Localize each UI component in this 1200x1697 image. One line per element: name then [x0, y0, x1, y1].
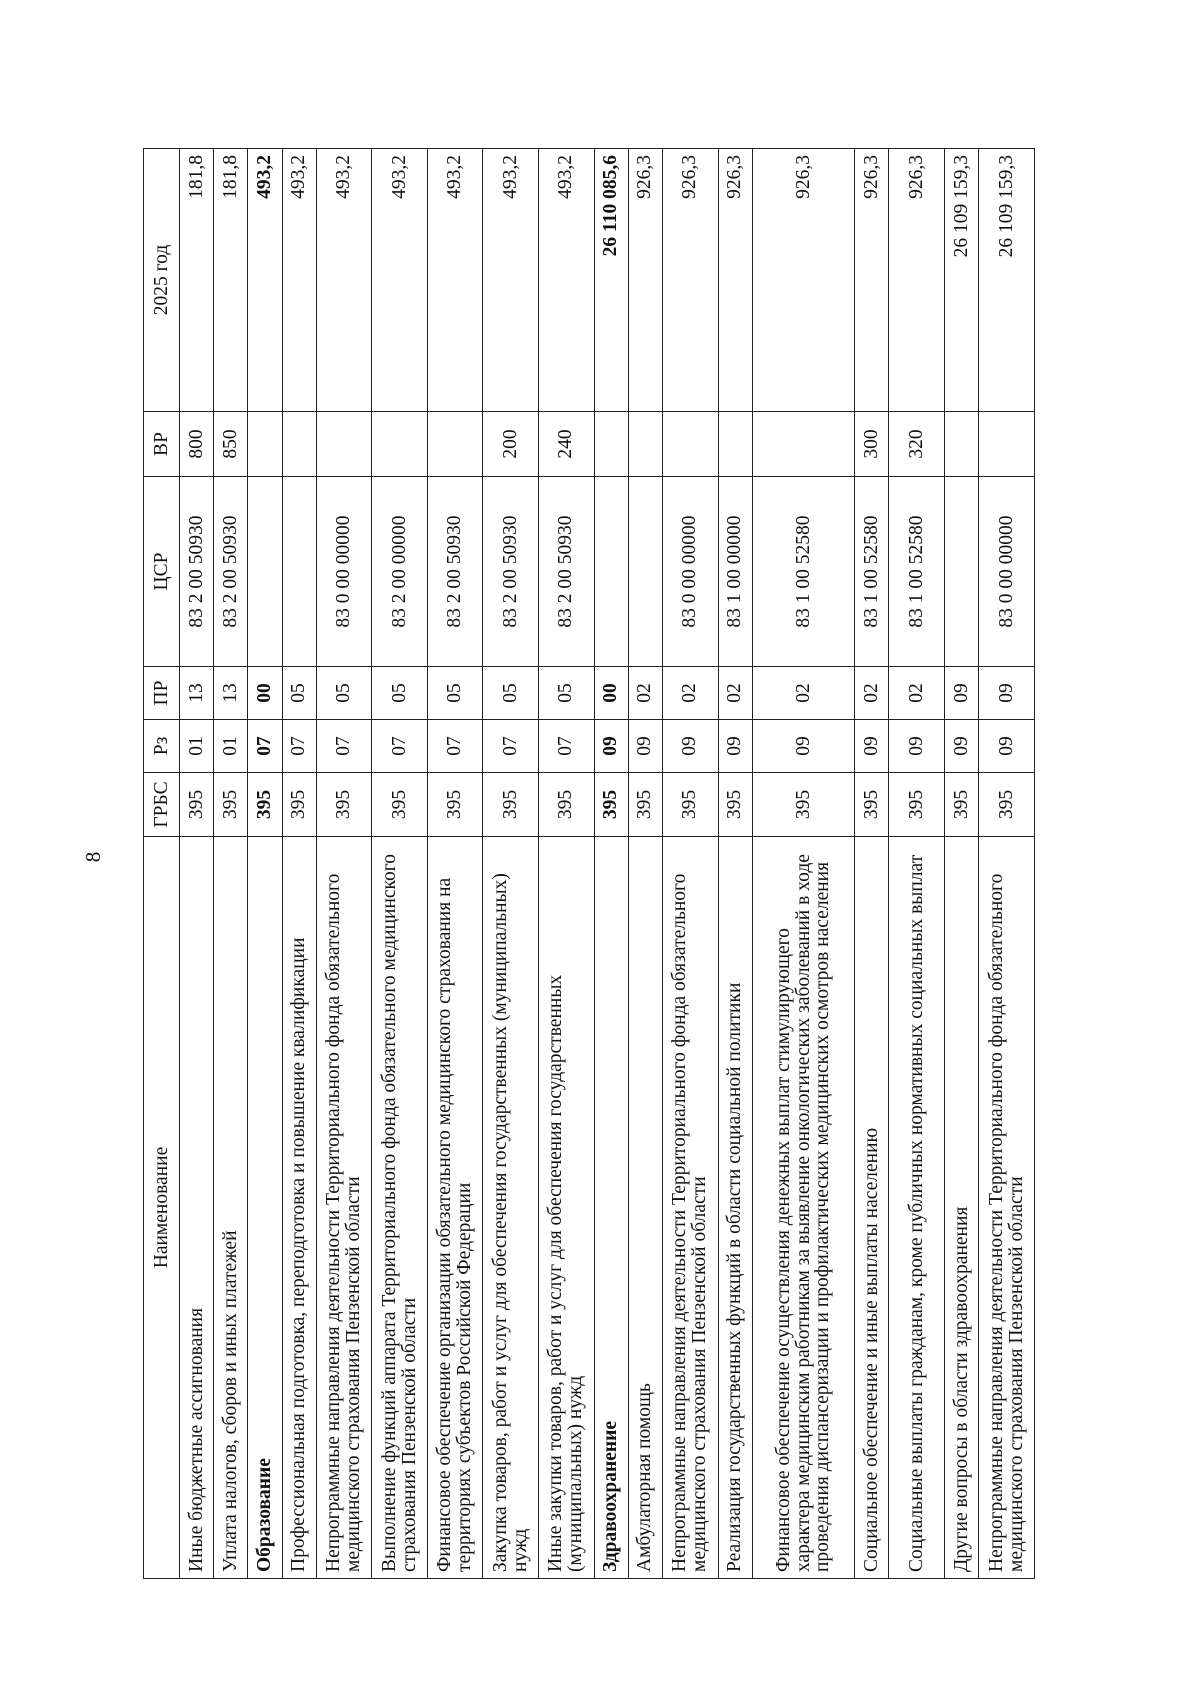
table-row: [483, 149, 539, 1579]
header-pr: ПР: [144, 667, 180, 720]
row-vr: 850: [214, 412, 248, 477]
table-row: [539, 149, 595, 1579]
row-csr: 83 2 00 50930: [427, 477, 483, 667]
header-name: Наименование: [144, 837, 180, 1579]
row-csr: 83 1 00 52580: [855, 477, 889, 667]
row-amount: 493,2: [248, 149, 282, 412]
row-name: Социальное обеспечение и иные выплаты населению: [855, 837, 889, 1579]
table-row: [945, 149, 979, 1579]
row-name: Закупка товаров, работ и услуг для обеспечения государственных (муниципальных) нужд: [483, 837, 539, 1579]
row-amount: 26 109 159,3: [945, 149, 979, 412]
row-amount: 181,8: [180, 149, 214, 412]
row-grbs: 395: [316, 773, 372, 837]
row-pr: 05: [372, 667, 428, 720]
row-pr: 05: [539, 667, 595, 720]
row-rz: 09: [718, 720, 752, 773]
row-vr: 240: [539, 412, 595, 477]
row-rz: 01: [180, 720, 214, 773]
row-vr: [282, 412, 316, 477]
table-row: [282, 149, 316, 1579]
row-rz: 09: [662, 720, 718, 773]
row-amount: 26 109 159,3: [979, 149, 1035, 412]
row-csr: 83 0 00 00000: [662, 477, 718, 667]
row-grbs: 395: [945, 773, 979, 837]
table-row: [889, 149, 945, 1579]
row-vr: [427, 412, 483, 477]
row-name: Здравоохранение: [594, 837, 628, 1579]
row-name: Образование: [248, 837, 282, 1579]
row-vr: [248, 412, 282, 477]
row-rz: 09: [979, 720, 1035, 773]
row-name: Выполнение функций аппарата Территориального фонда обязательного медицинского страхования Пензенской области: [372, 837, 428, 1579]
row-name: Иные бюджетные ассигнования: [180, 837, 214, 1579]
row-amount: 926,3: [752, 149, 855, 412]
row-csr: 83 2 00 50930: [214, 477, 248, 667]
row-vr: [718, 412, 752, 477]
row-rz: 09: [855, 720, 889, 773]
row-rz: 09: [752, 720, 855, 773]
row-grbs: 395: [979, 773, 1035, 837]
row-vr: [372, 412, 428, 477]
row-amount: 26 110 085,6: [594, 149, 628, 412]
row-rz: 07: [316, 720, 372, 773]
row-csr: 83 1 00 52580: [889, 477, 945, 667]
row-csr: 83 2 00 50930: [180, 477, 214, 667]
row-rz: 07: [372, 720, 428, 773]
row-name: Непрограммные направления деятельности Территориального фонда обязательного медицинского страхования Пензенской области: [662, 837, 718, 1579]
row-vr: [979, 412, 1035, 477]
row-name: Социальные выплаты гражданам, кроме публичных нормативных социальных выплат: [889, 837, 945, 1579]
header-rz: Рз: [144, 720, 180, 773]
page-number: 8: [81, 851, 105, 863]
row-vr: [628, 412, 662, 477]
row-vr: [594, 412, 628, 477]
row-pr: 05: [483, 667, 539, 720]
table-row: [594, 149, 628, 1579]
table-row: [752, 149, 855, 1579]
row-name: Уплата налогов, сборов и иных платежей: [214, 837, 248, 1579]
row-vr: 800: [180, 412, 214, 477]
row-rz: 09: [889, 720, 945, 773]
table-row: [979, 149, 1035, 1579]
row-csr: 83 0 00 00000: [979, 477, 1035, 667]
table-row: [662, 149, 718, 1579]
row-rz: 09: [945, 720, 979, 773]
row-name: Амбулаторная помощь: [628, 837, 662, 1579]
row-vr: [752, 412, 855, 477]
row-grbs: 395: [662, 773, 718, 837]
table-row: [372, 149, 428, 1579]
row-csr: [248, 477, 282, 667]
table-row: [316, 149, 372, 1579]
row-rz: 07: [282, 720, 316, 773]
header-year: 2025 год: [144, 149, 180, 412]
row-pr: 13: [180, 667, 214, 720]
row-amount: 926,3: [662, 149, 718, 412]
row-vr: [662, 412, 718, 477]
row-amount: 493,2: [427, 149, 483, 412]
row-pr: 02: [718, 667, 752, 720]
table-row: [180, 149, 214, 1579]
row-csr: 83 0 00 00000: [316, 477, 372, 667]
row-name: Непрограммные направления деятельности Территориального фонда обязательного медицинского страхования Пензенской области: [979, 837, 1035, 1579]
row-amount: 493,2: [539, 149, 595, 412]
header-csr: ЦСР: [144, 477, 180, 667]
table-row: [855, 149, 889, 1579]
row-amount: 493,2: [372, 149, 428, 412]
row-vr: 300: [855, 412, 889, 477]
row-pr: 00: [248, 667, 282, 720]
row-vr: 200: [483, 412, 539, 477]
row-name: Другие вопросы в области здравоохранения: [945, 837, 979, 1579]
row-csr: 83 1 00 52580: [752, 477, 855, 667]
row-csr: 83 2 00 50930: [483, 477, 539, 667]
row-grbs: 395: [718, 773, 752, 837]
row-vr: [945, 412, 979, 477]
header-vr: ВР: [144, 412, 180, 477]
row-csr: [628, 477, 662, 667]
row-pr: 09: [979, 667, 1035, 720]
row-grbs: 395: [594, 773, 628, 837]
header-grbs: ГРБС: [144, 773, 180, 837]
row-name: Реализация государственных функций в области социальной политики: [718, 837, 752, 1579]
header-row: [144, 149, 180, 1579]
row-name: Непрограммные направления деятельности Территориального фонда обязательного медицинского страхования Пензенской области: [316, 837, 372, 1579]
row-pr: 02: [855, 667, 889, 720]
row-grbs: 395: [483, 773, 539, 837]
row-grbs: 395: [214, 773, 248, 837]
row-pr: 02: [889, 667, 945, 720]
row-grbs: 395: [752, 773, 855, 837]
row-pr: 05: [282, 667, 316, 720]
row-pr: 02: [628, 667, 662, 720]
row-amount: 926,3: [718, 149, 752, 412]
row-amount: 926,3: [628, 149, 662, 412]
table-row: [718, 149, 752, 1579]
row-pr: 05: [316, 667, 372, 720]
table-row: [628, 149, 662, 1579]
row-grbs: 395: [427, 773, 483, 837]
row-rz: 07: [427, 720, 483, 773]
row-name: Иные закупки товаров, работ и услуг для обеспечения государственных (муниципальных) нужд: [539, 837, 595, 1579]
row-pr: 00: [594, 667, 628, 720]
row-rz: 09: [594, 720, 628, 773]
row-amount: 493,2: [282, 149, 316, 412]
row-amount: 926,3: [889, 149, 945, 412]
row-rz: 01: [214, 720, 248, 773]
row-grbs: 395: [282, 773, 316, 837]
row-pr: 02: [662, 667, 718, 720]
row-grbs: 395: [180, 773, 214, 837]
row-name: Профессиональная подготовка, переподготовка и повышение квалификации: [282, 837, 316, 1579]
row-rz: 07: [539, 720, 595, 773]
row-grbs: 395: [855, 773, 889, 837]
row-grbs: 395: [372, 773, 428, 837]
row-csr: [945, 477, 979, 667]
table-row: [248, 149, 282, 1579]
row-rz: 09: [628, 720, 662, 773]
row-csr: [594, 477, 628, 667]
budget-table: [143, 148, 1035, 1579]
row-csr: 83 1 00 00000: [718, 477, 752, 667]
row-grbs: 395: [628, 773, 662, 837]
row-name: Финансовое обеспечение организации обязательного медицинского страхования на территориях субъектов Российской Федерации: [427, 837, 483, 1579]
rotated-table-container: [143, 149, 1035, 1579]
row-csr: [282, 477, 316, 667]
row-rz: 07: [248, 720, 282, 773]
row-pr: 02: [752, 667, 855, 720]
row-pr: 13: [214, 667, 248, 720]
row-name: Финансовое обеспечение осуществления денежных выплат стимулирующего характера медицинским работникам за выявление онкологических заболеваний в ходе проведения диспансеризации и профилактических медицинских осмотров населения: [752, 837, 855, 1579]
row-grbs: 395: [539, 773, 595, 837]
table-body: [180, 149, 1035, 1579]
row-csr: 83 2 00 50930: [539, 477, 595, 667]
row-amount: 493,2: [316, 149, 372, 412]
row-pr: 09: [945, 667, 979, 720]
row-rz: 07: [483, 720, 539, 773]
row-vr: [316, 412, 372, 477]
row-grbs: 395: [889, 773, 945, 837]
row-amount: 926,3: [855, 149, 889, 412]
row-csr: 83 2 00 00000: [372, 477, 428, 667]
row-vr: 320: [889, 412, 945, 477]
row-amount: 493,2: [483, 149, 539, 412]
row-pr: 05: [427, 667, 483, 720]
row-amount: 181,8: [214, 149, 248, 412]
table-row: [214, 149, 248, 1579]
table-row: [427, 149, 483, 1579]
row-grbs: 395: [248, 773, 282, 837]
